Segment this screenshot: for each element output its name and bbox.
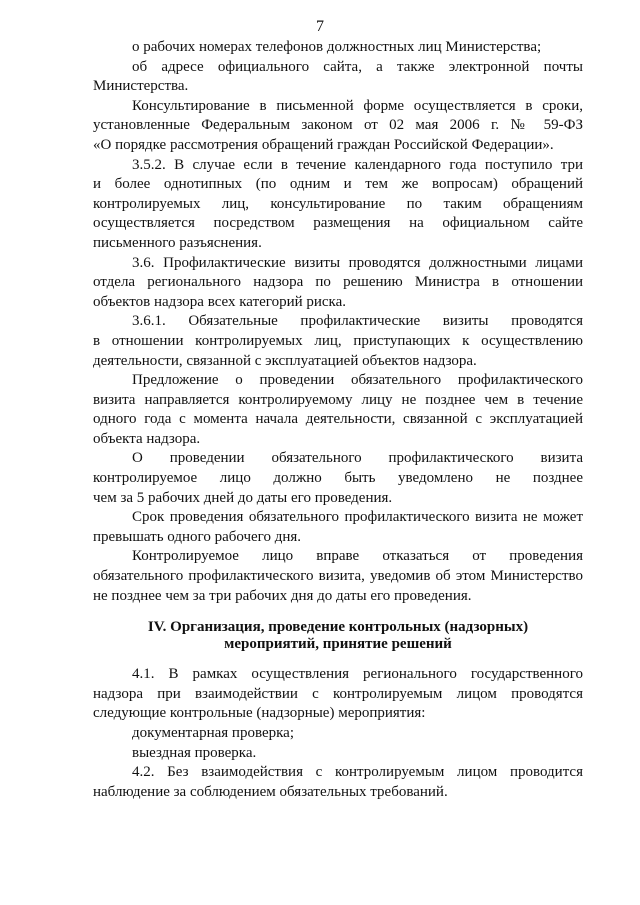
section-heading <box>93 619 583 653</box>
text-line: объектов надзора всех категорий риска. <box>93 293 347 310</box>
text-line: о рабочих номерах телефонов должностных лиц Министерства; <box>132 39 542 55</box>
paragraph <box>93 371 583 449</box>
text-line: 4.1. В рамках осуществления регионального государственного <box>132 666 583 683</box>
paragraph <box>93 38 583 58</box>
text-line: 3.6. Профилактические визиты проводятся должностными лицами <box>132 254 583 271</box>
text-line: контролируемое лицо должно быть уведомлено не позднее <box>93 470 583 487</box>
text-line: контролируемых лиц, консультирование по таким обращениям <box>93 195 583 212</box>
text-line: документарная проверка; <box>132 725 294 741</box>
text-line: Консультирование в письменной форме осуществляется в сроки, <box>132 97 583 114</box>
text-line: следующие контрольные (надзорные) мероприятия: <box>93 705 426 722</box>
text-line: обязательного профилактического визита, уведомив об этом Министерство <box>93 568 583 585</box>
text-line: не позднее чем за три рабочих дня до даты его проведения. <box>93 587 472 604</box>
text-line: отдела регионального надзора по решению Министра в отношении <box>93 274 583 291</box>
paragraph <box>93 156 583 254</box>
paragraph <box>93 312 583 371</box>
text-line: Контролируемое лицо вправе отказаться от проведения <box>132 548 583 565</box>
text-line: превышать одного рабочего дня. <box>93 528 302 545</box>
page-number: 7 <box>316 18 324 35</box>
text-line: в отношении контролируемых лиц, приступающих к осуществлению <box>93 332 583 349</box>
text-line: О проведении обязательного профилактического визита <box>132 450 583 467</box>
text-line: наблюдение за соблюдением обязательных требований. <box>93 783 448 800</box>
text-line: надзора при взаимодействии с контролируемым лицом проводятся <box>93 685 583 702</box>
paragraph <box>93 58 583 97</box>
text-line: Срок проведения обязательного профилактического визита не может <box>132 509 583 526</box>
text-line: осуществляется посредством размещения на официальном сайте <box>93 215 583 232</box>
paragraph <box>93 665 583 724</box>
text-line: об адресе официального сайта, а также электронной почты <box>132 58 583 75</box>
paragraph <box>93 547 583 606</box>
text-line: одного года с момента начала деятельности, связанной с эксплуатацией <box>93 411 583 428</box>
text-line: чем за 5 рабочих дней до даты его проведения. <box>93 489 393 506</box>
text-line: и более однотипных (по одним и тем же вопросам) обращений <box>93 176 583 193</box>
text-line: Предложение о проведении обязательного профилактического <box>132 372 583 389</box>
paragraph <box>93 508 583 547</box>
paragraph <box>93 449 583 508</box>
text-line: «О порядке рассмотрения обращений граждан Российской Федерации». <box>93 136 554 153</box>
paragraph <box>93 254 583 313</box>
heading-line: мероприятий, принятие решений <box>224 636 452 653</box>
document-body <box>93 38 583 802</box>
text-line: письменного разъяснения. <box>93 234 262 251</box>
text-line: 3.6.1. Обязательные профилактические визиты проводятся <box>132 313 583 330</box>
paragraph <box>93 724 583 744</box>
paragraph <box>93 763 583 802</box>
text-line: 4.2. Без взаимодействия с контролируемым лицом проводится <box>132 764 583 781</box>
paragraph <box>93 744 583 764</box>
text-line: 3.5.2. В случае если в течение календарного года поступило три <box>132 156 583 173</box>
text-line: визита направляется контролируемому лицу не позднее чем в течение <box>93 391 583 408</box>
text-line: установленные Федеральным законом от 02 мая 2006 г. № 59-ФЗ <box>93 117 583 134</box>
paragraph <box>93 97 583 156</box>
heading-line: IV. Организация, проведение контрольных (надзорных) <box>147 619 529 636</box>
text-line: выездная проверка. <box>132 744 257 761</box>
text-line: деятельности, связанной с эксплуатацией объектов надзора. <box>93 352 477 369</box>
text-line: Министерства. <box>93 78 189 95</box>
text-line: объекта надзора. <box>93 430 201 447</box>
